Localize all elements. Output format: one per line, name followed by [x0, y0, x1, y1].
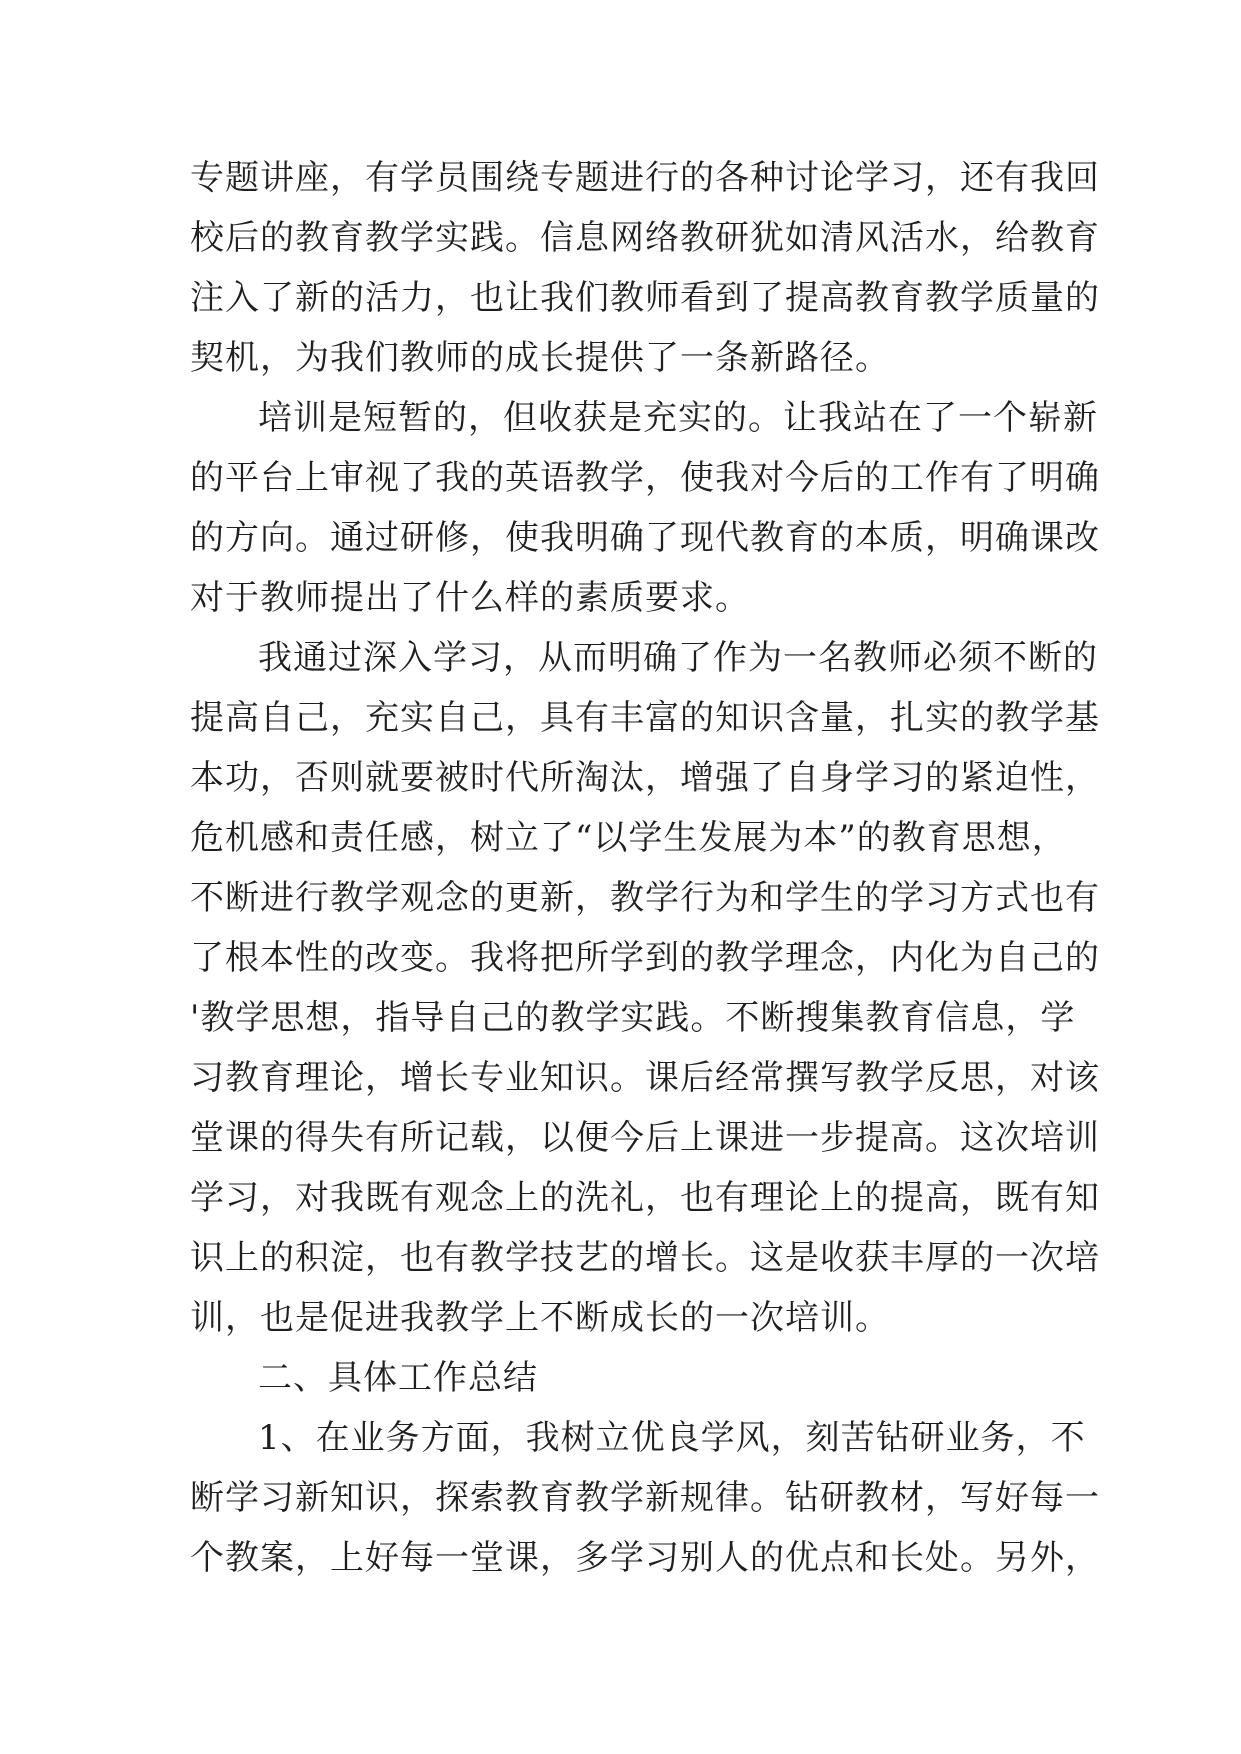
text-line: 专题讲座，有学员围绕专题进行的各种讨论学习，还有我回 — [190, 158, 1100, 198]
section-heading — [190, 1348, 1060, 1408]
text-line: 本功，否则就要被时代所淘汰，增强了自身学习的紧迫性， — [190, 758, 1100, 798]
text-line: 学习，对我既有观念上的洗礼，也有理论上的提高，既有知 — [190, 1178, 1100, 1218]
text-line: 提高自己，充实自己，具有丰富的知识含量，扎实的教学基 — [190, 698, 1100, 738]
text-line: 了根本性的改变。我将把所学到的教学理念，内化为自己的 — [190, 938, 1100, 978]
text-line: 识上的积淀，也有教学技艺的增长。这是收获丰厚的一次培 — [190, 1238, 1100, 1278]
heading-text: 二、具体工作总结 — [258, 1358, 538, 1398]
text-line: '教学思想，指导自己的教学实践。不断搜集教育信息，学 — [190, 998, 1076, 1038]
text-line: 的平台上审视了我的英语教学，使我对今后的工作有了明确 — [190, 458, 1100, 498]
text-line: 培训是短暂的，但收获是充实的。让我站在了一个崭新 — [258, 398, 1098, 438]
text-line: 注入了新的活力，也让我们教师看到了提高教育教学质量的 — [190, 278, 1100, 318]
text-line: 1、在业务方面，我树立优良学风，刻苦钻研业务，不 — [258, 1418, 1086, 1458]
text-line: 习教育理论，增长专业知识。课后经常撰写教学反思，对该 — [190, 1058, 1100, 1098]
text-line: 我通过深入学习，从而明确了作为一名教师必须不断的 — [258, 638, 1098, 678]
text-line: 校后的教育教学实践。信息网络教研犹如清风活水，给教育 — [190, 218, 1100, 258]
paragraph — [190, 148, 1100, 388]
text-line: 危机感和责任感，树立了“以学生发展为本”的教育思想， — [190, 818, 1067, 858]
document-body — [190, 148, 1100, 1588]
paragraph — [190, 1408, 1100, 1588]
paragraph — [190, 388, 1100, 628]
text-line: 训，也是促进我教学上不断成长的一次培训。 — [190, 1298, 890, 1338]
text-line: 不断进行教学观念的更新，教学行为和学生的学习方式也有 — [190, 878, 1100, 918]
paragraph — [190, 628, 1100, 1348]
text-line: 对于教师提出了什么样的素质要求。 — [190, 578, 750, 618]
text-line: 个教案，上好每一堂课，多学习别人的优点和长处。另外， — [190, 1538, 1100, 1578]
text-line: 的方向。通过研修，使我明确了现代教育的本质，明确课改 — [190, 518, 1100, 558]
text-line: 断学习新知识，探索教育教学新规律。钻研教材，写好每一 — [190, 1478, 1100, 1518]
text-line: 堂课的得失有所记载，以便今后上课进一步提高。这次培训 — [190, 1118, 1100, 1158]
text-line: 契机，为我们教师的成长提供了一条新路径。 — [190, 338, 890, 378]
